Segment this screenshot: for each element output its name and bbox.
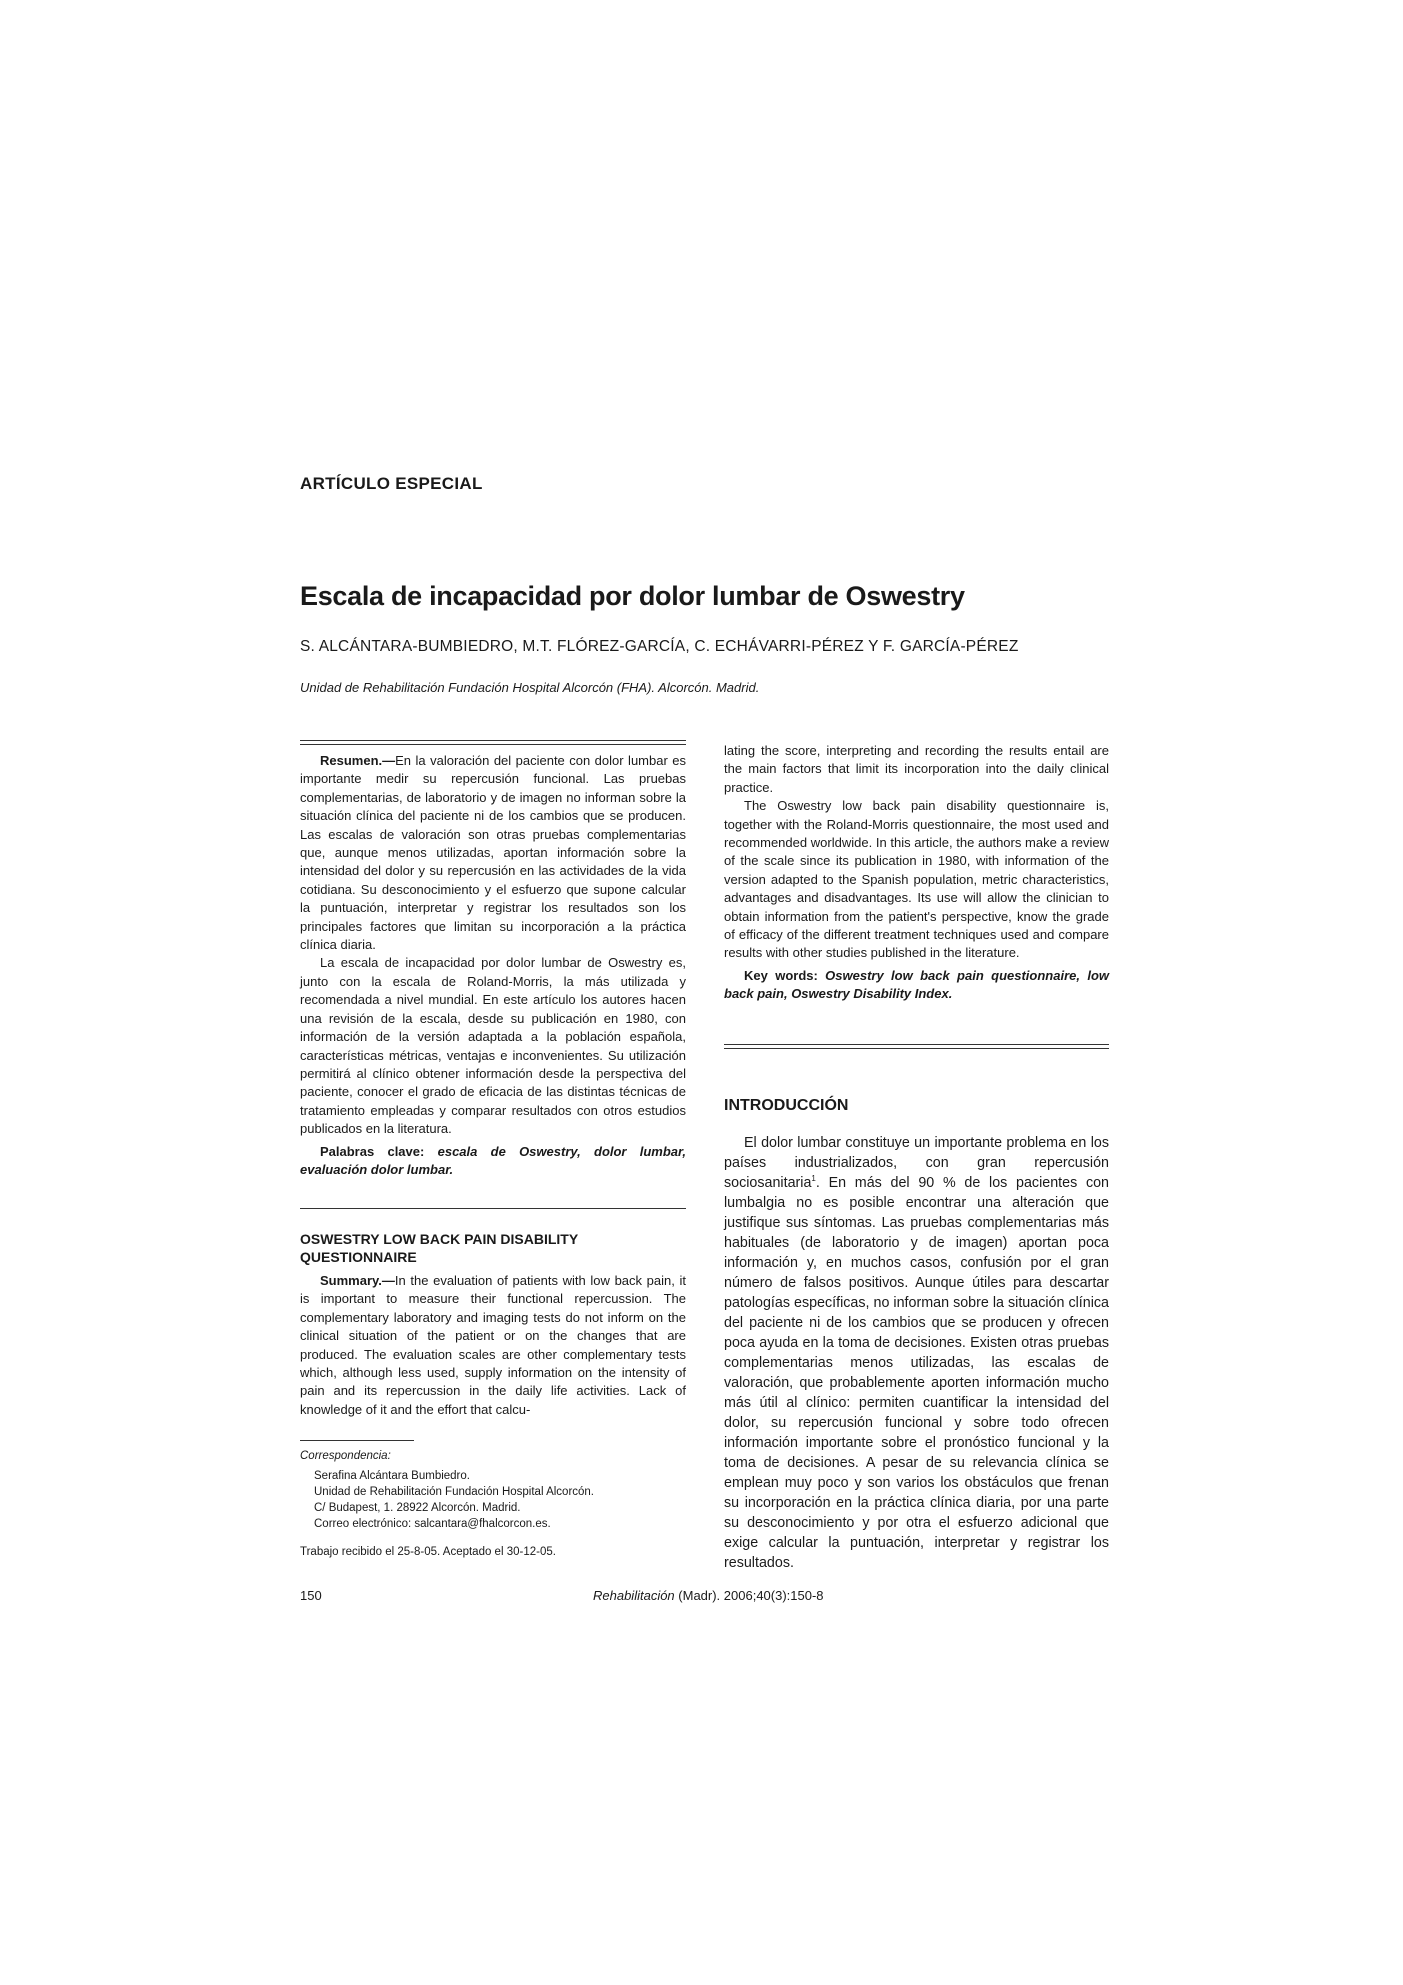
- resumen-keywords-label: Palabras clave:: [320, 1143, 438, 1159]
- section-label: ARTÍCULO ESPECIAL: [300, 474, 483, 493]
- introduction-heading: INTRODUCCIÓN: [724, 1097, 849, 1114]
- resumen-block: [300, 752, 686, 1179]
- correspondence-institution: Unidad de Rehabilitación Fundación Hospital Alcorcón.: [314, 1486, 595, 1498]
- correspondence-email: Correo electrónico: salcantara@fhalcorcon.es.: [314, 1518, 551, 1530]
- correspondence-address: C/ Budapest, 1. 28922 Alcorcón. Madrid.: [314, 1502, 521, 1514]
- journal-name: Rehabilitación: [593, 1588, 675, 1603]
- correspondence: [300, 1448, 686, 1532]
- summary-paragraph-1-continued: lating the score, interpreting and recording the results entail are the main factors that limit its incorporation into the daily clinical practice.: [724, 743, 1109, 795]
- resumen-lead: Resumen.—: [320, 753, 396, 768]
- summary-paragraph-2: The Oswestry low back pain disability questionnaire is, together with the Roland-Morris questionnaire, the most used and recommended worldwide. In this article, the authors make a review of the scale since its publication in 1980, with information of the version adapted to the Spanish population, metric characteristics, advantages and disadvantages. Its use will allow the clinician to obtain information from the patient's perspective, know the grade of efficacy of the different treatment techniques used and compare results with other studies published in the literature.: [724, 798, 1109, 961]
- footnote-rule: [300, 1440, 414, 1441]
- correspondence-label: Correspondencia:: [300, 1450, 391, 1462]
- page-number: 150: [300, 1588, 322, 1603]
- summary-heading: OSWESTRY LOW BACK PAIN DISABILITY QUESTIONNAIRE: [300, 1231, 578, 1265]
- summary-continued-block: [724, 742, 1109, 1004]
- journal-citation: [593, 1588, 824, 1603]
- abstract-bottom-rule: [724, 1044, 1109, 1049]
- resumen-keywords: escala de Oswestry, dolor lumbar, evaluación dolor lumbar.: [300, 1143, 686, 1177]
- article-title: Escala de incapacidad por dolor lumbar de Oswestry: [300, 581, 965, 611]
- correspondence-name: Serafina Alcántara Bumbiedro.: [314, 1470, 470, 1482]
- citation-details: (Madr). 2006;40(3):150-8: [674, 1588, 824, 1603]
- introduction-text-b: . En más del 90 % de los pacientes con lumbalgia no es posible encontrar una alteración que justifique sus síntomas. Las pruebas complementarias más habituales (de laboratorio y de imagen) aportan poca información y, en muchos casos, confusión por el gran número de falsos positivos. Aunque útiles para descartar patologías específicas, no informan sobre la situación clínica del paciente ni de los cambios que se producen y ofrecen poca ayuda en la toma de decisiones. Existen otras pruebas complementarias menos utilizadas, las escalas de valoración, que probablemente aporten información mucho más útil al clínico: permiten cuantificar la intensidad del dolor, su repercusión funcional y sobre todo ofrecen información importante sobre el pronóstico funcional y la toma de decisiones. A pesar de su relevancia clínica se emplean muy poco y son varios los obstáculos que frenan su incorporación en la práctica clínica diaria, por una parte su desconocimiento y por otra el esfuerzo adicional que exige calcular la puntuación, interpretar y registrar los resultados.: [724, 1175, 1109, 1571]
- affiliation: Unidad de Rehabilitación Fundación Hospital Alcorcón (FHA). Alcorcón. Madrid.: [300, 680, 760, 695]
- received-dates: Trabajo recibido el 25-8-05. Aceptado el 30-12-05.: [300, 1546, 556, 1558]
- reference-marker: 1: [811, 1174, 816, 1184]
- resumen-bottom-rule: [300, 1208, 686, 1209]
- authors: S. ALCÁNTARA-BUMBIEDRO, M.T. FLÓREZ-GARCÍA, C. ECHÁVARRI-PÉREZ Y F. GARCÍA-PÉREZ: [300, 638, 1019, 655]
- summary-lead: Summary.—: [320, 1273, 395, 1288]
- resumen-paragraph-2: La escala de incapacidad por dolor lumbar de Oswestry es, junto con la escala de Roland-Morris, la más utilizada y recomendada a nivel mundial. En este artículo los autores hacen una revisión de la escala, desde su publicación en 1980, con información de la versión adaptada a la población española, características métricas, ventajas e inconvenientes. Su utilización permitirá al clínico obtener información desde la perspectiva del paciente, conocer el grado de eficacia de las distintas técnicas de tratamiento empleadas y comparar resultados con otros estudios publicados en la literatura.: [300, 955, 686, 1137]
- summary-block: [300, 1272, 686, 1419]
- introduction-text-a: El dolor lumbar constituye un importante problema en los países industrializados, con gran repercusión sociosanitaria: [724, 1135, 1109, 1191]
- abstract-top-rule: [300, 740, 686, 745]
- summary-paragraph-1: In the evaluation of patients with low back pain, it is important to measure their functional repercussion. The complementary laboratory and imaging tests do not inform on the clinical situation of the patient or on the changes that are produced. The evaluation scales are other complementary tests which, although less used, supply information on the intensity of pain and its repercussion in the daily life activities. Lack of knowledge of it and the effort that calcu-: [300, 1273, 686, 1417]
- summary-keywords-label: Key words:: [744, 967, 826, 983]
- summary-keywords: Oswestry low back pain questionnaire, low back pain, Oswestry Disability Index.: [724, 967, 1109, 1002]
- resumen-paragraph-1: En la valoración del paciente con dolor lumbar es importante medir su repercusión funcional. Las pruebas complementarias, de laboratorio y de imagen no informan sobre la situación clínica del paciente ni de los cambios que se producen. Las escalas de valoración son otras pruebas complementarias que, aunque menos utilizadas, aportan información sobre la intensidad del dolor y su repercusión en las actividades de la vida cotidiana. Su desconocimiento y el esfuerzo que supone calcular la puntuación, interpretar y registrar los resultados son los principales factores que limitan su incorporación a la práctica clínica diaria.: [300, 753, 686, 953]
- introduction-block: [724, 1133, 1109, 1573]
